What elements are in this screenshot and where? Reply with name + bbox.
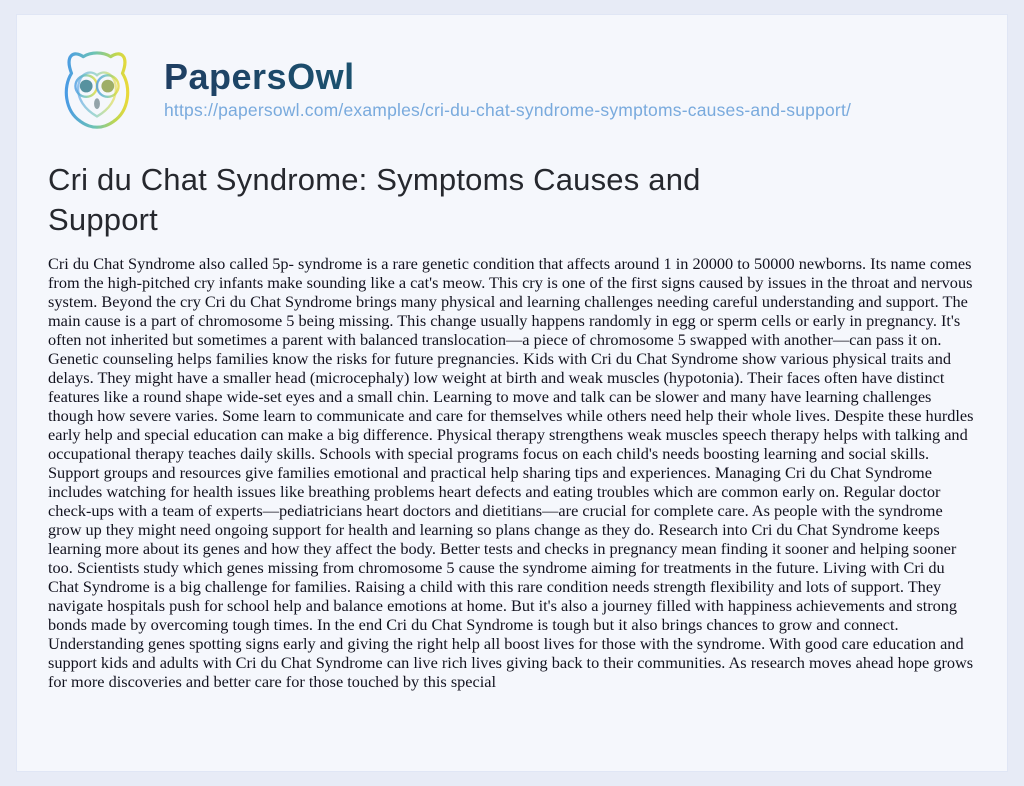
source-url-link[interactable]: https://papersowl.com/examples/cri-du-chat-syndrome-symptoms-causes-and-support/	[164, 100, 852, 121]
document-page	[16, 14, 1008, 772]
article-title: Cri du Chat Syndrome: Symptoms Causes and Support	[48, 162, 701, 237]
brand-name[interactable]: PapersOwl	[164, 57, 851, 97]
article	[48, 160, 976, 691]
site-header	[48, 40, 1008, 138]
owl-logo-icon[interactable]	[48, 40, 146, 138]
article-body-text: Cri du Chat Syndrome also called 5p- syndrome is a rare genetic condition that affects around 1 in 20000 to 50000 newborns. Its name comes from the high-pitched cry infants make sounding like a cat's meow. This cry is one of the first signs caused by issues in the throat and nervous system. Beyond the cry Cri du Chat Syndrome brings many physical and learning challenges needing careful understanding and support. The main cause is a part of chromosome 5 being missing. This change usually happens randomly in egg or sperm cells or early in pregnancy. It's often not inherited but sometimes a parent with balanced translocation—a piece of chromosome 5 swapped with another—can pass it on. Genetic counseling helps families know the risks for future pregnancies. Kids with Cri du Chat Syndrome show various physical traits and delays. They might have a smaller head (microcephaly) low weight at birth and weak muscles (hypotonia). Their faces often have distinct features like a round shape wide-set eyes and a small chin. Learning to move and talk can be slower and many have learning challenges though how severe varies. Some learn to communicate and care for themselves while others need help their whole lives. Despite these hurdles early help and special education can make a big difference. Physical therapy strengthens weak muscles speech therapy helps with talking and occupational therapy teaches daily skills. Schools with special programs focus on each child's needs boosting learning and social skills. Support groups and resources give families emotional and practical help sharing tips and experiences. Managing Cri du Chat Syndrome includes watching for health issues like breathing problems heart defects and eating troubles which are common early on. Regular doctor check-ups with a team of experts—pediatricians heart doctors and dietitians—are crucial for complete care. As people with the syndrome grow up they might need ongoing support for health and learning so plans change as they do. Research into Cri du Chat Syndrome keeps learning more about its genes and how they affect the body. Better tests and checks in pregnancy mean finding it sooner and helping sooner too. Scientists study which genes missing from chromosome 5 cause the syndrome aiming for treatments in the future. Living with Cri du Chat Syndrome is a big challenge for families. Raising a child with this rare condition needs strength flexibility and lots of support. They navigate hospitals push for school help and balance emotions at home. But it's also a journey filled with happiness achievements and strong bonds made by overcoming tough times. In the end Cri du Chat Syndrome is tough but it also brings chances to grow and connect. Understanding genes spotting signs early and giving the right help all boost lives for those with the syndrome. With good care education and support kids and adults with Cri du Chat Syndrome can live rich lives giving back to their communities. As research moves ahead hope grows for more discoveries and better care for those touched by this special	[48, 254, 974, 691]
brand-block	[164, 57, 851, 122]
